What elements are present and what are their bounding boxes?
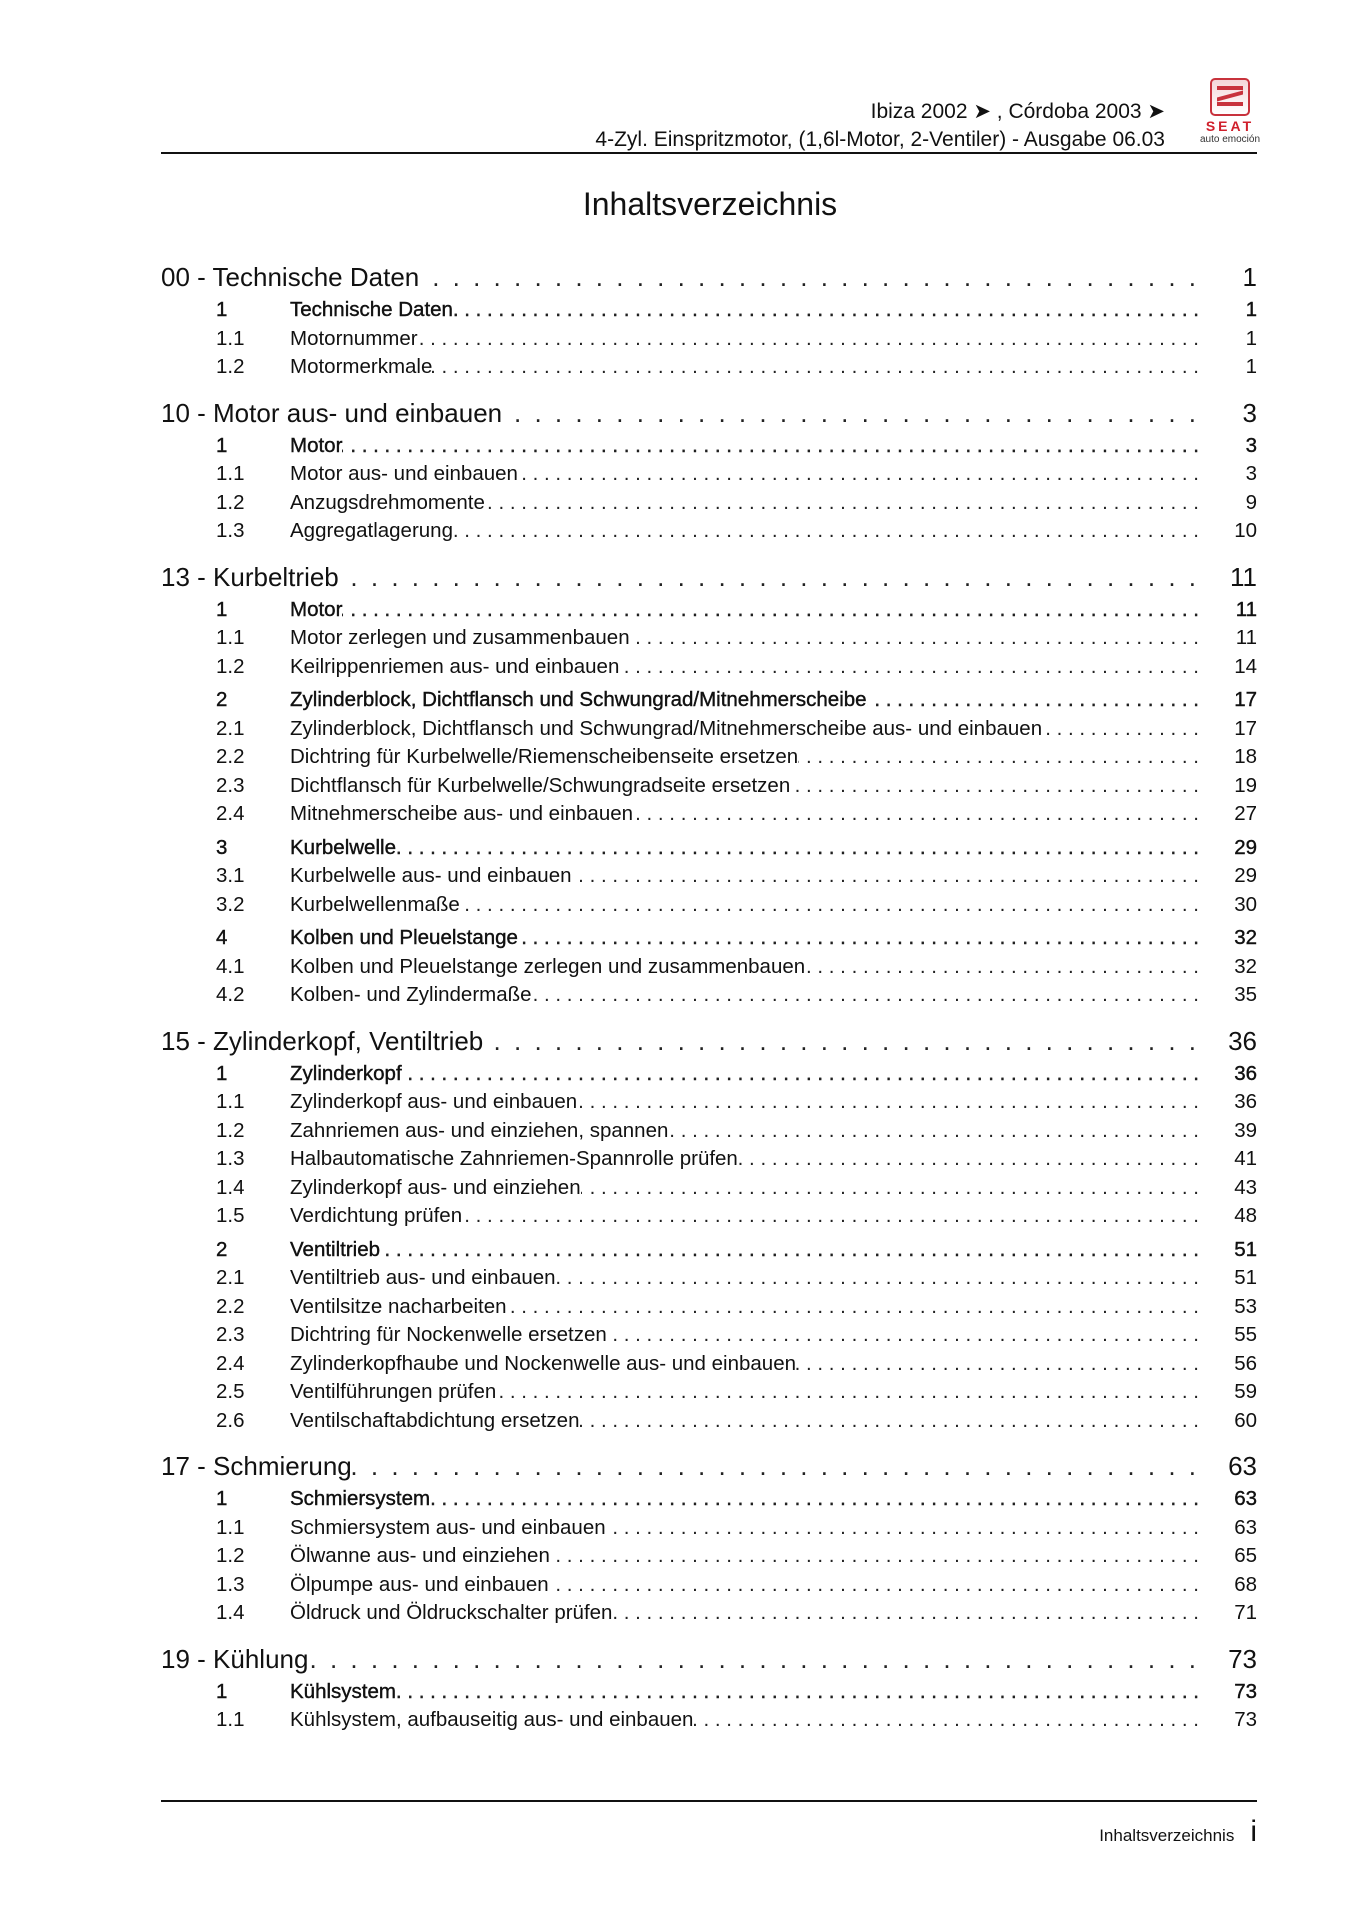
entry-page: 53 — [1234, 1294, 1257, 1318]
dot-leader — [630, 626, 1209, 650]
entry-number: 1.3 — [216, 1572, 245, 1596]
dot-leader — [556, 1266, 1209, 1290]
dot-leader — [693, 1708, 1209, 1732]
toc-subsection[interactable] — [161, 1409, 1257, 1438]
entry-title: Halbautomatische Zahnriemen-Spannrolle prüfen — [290, 1147, 738, 1170]
entry-title: Zylinderkopf aus- und einziehen — [290, 1175, 581, 1199]
entry-page: 1 — [1245, 298, 1257, 321]
footer — [1099, 1815, 1257, 1849]
dot-leader — [308, 1644, 1209, 1675]
entry-title: Dichtflansch für Kurbelwelle/Schwungradseite ersetzen — [290, 773, 791, 797]
dot-leader — [581, 1176, 1209, 1200]
entry-title: Schmiersystem — [290, 1487, 431, 1510]
toc-chapter[interactable] — [161, 262, 1257, 298]
entry-title: Anzugsdrehmomente — [290, 490, 485, 514]
toc-subsection[interactable] — [161, 893, 1257, 922]
dot-leader — [612, 1601, 1209, 1625]
dot-leader — [550, 1544, 1209, 1568]
entry-title: Schmiersystem aus- und einbauen — [290, 1515, 606, 1539]
dot-leader — [352, 1451, 1209, 1482]
entry-title: Kurbelwelle — [290, 835, 396, 859]
dot-leader — [396, 836, 1209, 860]
entry-page: 59 — [1234, 1380, 1257, 1403]
entry-page: 51 — [1234, 1266, 1257, 1289]
toc-subsection[interactable] — [161, 983, 1257, 1012]
entry-number: 1.2 — [216, 1118, 245, 1142]
entry-page: 17 — [1234, 716, 1257, 740]
entry-page: 71 — [1234, 1601, 1257, 1624]
entry-title: Verdichtung prüfen — [290, 1204, 463, 1227]
entry-title: Ventiltrieb — [290, 1237, 381, 1261]
dot-leader — [496, 1380, 1209, 1404]
dot-leader — [402, 1062, 1209, 1086]
entry-page: 1 — [1245, 326, 1257, 350]
header-engine: 4-Zyl. Einspritzmotor, (1,6l-Motor, 2-Ventiler) - Ausgabe 06.03 — [595, 128, 1165, 151]
entry-page: 18 — [1234, 745, 1257, 768]
entry-page: 65 — [1234, 1544, 1257, 1567]
entry-number: 1.2 — [216, 1544, 245, 1567]
entry-page: 11 — [1235, 597, 1257, 621]
dot-leader — [790, 774, 1209, 798]
entry-page: 63 — [1228, 1451, 1257, 1481]
entry-number: 1.4 — [216, 1601, 245, 1624]
toc-subsection[interactable] — [161, 802, 1257, 831]
running-header — [595, 98, 1165, 154]
toc-section[interactable] — [161, 926, 1257, 955]
dot-leader — [805, 955, 1209, 979]
entry-title: Mitnehmerscheibe aus- und einbauen — [290, 802, 634, 825]
header-rule — [161, 152, 1257, 154]
entry-title: Technische Daten — [290, 298, 453, 321]
entry-title: Motor — [290, 597, 343, 621]
dot-leader — [1042, 717, 1209, 741]
entry-page: 63 — [1234, 1487, 1257, 1510]
toc-subsection[interactable] — [161, 1323, 1257, 1352]
dot-leader — [418, 327, 1209, 351]
entry-title: Zylinderkopf — [290, 1061, 402, 1085]
footer-label: Inhaltsverzeichnis — [1099, 1826, 1235, 1845]
entry-title: Dichtring für Nockenwelle ersetzen — [290, 1323, 607, 1346]
entry-page: 30 — [1234, 892, 1257, 916]
entry-page: 35 — [1234, 983, 1257, 1006]
dot-leader — [518, 926, 1209, 950]
entry-page: 73 — [1234, 1708, 1257, 1731]
entry-number: 4.2 — [216, 983, 245, 1006]
entry-page: 63 — [1234, 1515, 1257, 1539]
toc-section[interactable] — [161, 298, 1257, 327]
entry-title: 17 - Schmierung — [161, 1451, 352, 1481]
entry-number: 1.1 — [216, 1708, 245, 1731]
dot-leader — [668, 1119, 1209, 1143]
toc-subsection[interactable] — [161, 519, 1257, 548]
entry-page: 48 — [1234, 1204, 1257, 1227]
toc-subsection[interactable] — [161, 355, 1257, 384]
toc-subsection[interactable] — [161, 864, 1257, 893]
toc-subsection[interactable] — [161, 491, 1257, 520]
entry-number: 1.1 — [216, 626, 245, 649]
toc-subsection[interactable] — [161, 1544, 1257, 1573]
entry-number: 3.2 — [216, 892, 245, 916]
table-of-contents — [161, 262, 1257, 1737]
entry-page: 56 — [1234, 1351, 1257, 1375]
seat-badge-icon — [1210, 78, 1250, 116]
entry-title: 00 - Technische Daten — [161, 262, 420, 292]
entry-number: 2 — [216, 1237, 228, 1261]
entry-page: 55 — [1234, 1323, 1257, 1346]
entry-page: 73 — [1228, 1643, 1257, 1674]
entry-number: 2.3 — [216, 773, 245, 797]
entry-number: 1 — [216, 1679, 228, 1703]
entry-title: Dichtring für Kurbelwelle/Riemenscheibenseite ersetzen — [290, 745, 799, 768]
entry-title: Zylinderblock, Dichtflansch und Schwungrad/Mitnehmerscheibe aus- und einbauen — [290, 716, 1043, 740]
entry-page: 10 — [1234, 519, 1257, 542]
footer-page-number: i — [1250, 1815, 1257, 1848]
toc-subsection[interactable] — [161, 1573, 1257, 1602]
dot-leader — [606, 1516, 1209, 1540]
toc-subsection[interactable] — [161, 626, 1257, 655]
entry-title: Kurbelwellenmaße — [290, 892, 460, 916]
toc-subsection[interactable] — [161, 1204, 1257, 1233]
dot-leader — [607, 1323, 1209, 1347]
entry-title: 15 - Zylinderkopf, Ventiltrieb — [161, 1025, 484, 1056]
entry-title: Kurbelwelle aus- und einbauen — [290, 864, 572, 887]
entry-number: 2.3 — [216, 1323, 245, 1346]
dot-leader — [738, 1147, 1209, 1171]
dot-leader — [396, 1680, 1209, 1704]
entry-title: Ventiltrieb aus- und einbauen — [290, 1266, 556, 1289]
dot-leader — [532, 983, 1209, 1007]
entry-page: 3 — [1245, 462, 1257, 485]
dot-leader — [633, 802, 1209, 826]
toc-subsection[interactable] — [161, 1516, 1257, 1545]
entry-number: 4 — [216, 926, 228, 949]
entry-number: 1 — [216, 597, 228, 621]
page-title: Inhaltsverzeichnis — [582, 186, 838, 222]
entry-page: 3 — [1242, 397, 1257, 428]
entry-number: 1 — [216, 1487, 228, 1510]
entry-title: Öldruck und Öldruckschalter prüfen — [290, 1601, 613, 1624]
entry-page: 36 — [1228, 1025, 1257, 1056]
entry-title: Keilrippenriemen aus- und einbauen — [290, 654, 620, 678]
toc-subsection[interactable] — [161, 1295, 1257, 1324]
dot-leader — [453, 519, 1209, 543]
toc-subsection[interactable] — [161, 1176, 1257, 1205]
seat-logo — [1190, 78, 1270, 145]
entry-page: 19 — [1234, 773, 1257, 797]
toc-subsection[interactable] — [161, 1119, 1257, 1148]
entry-number: 2.2 — [216, 745, 245, 768]
entry-page: 41 — [1234, 1147, 1257, 1170]
entry-title: Zylinderkopf aus- und einbauen — [290, 1090, 578, 1113]
entry-title: Ventilsitze nacharbeiten — [290, 1294, 507, 1318]
dot-leader — [579, 1409, 1209, 1433]
toc-subsection[interactable] — [161, 955, 1257, 984]
entry-title: Ölwanne aus- und einziehen — [290, 1544, 550, 1567]
dot-leader — [432, 355, 1209, 379]
entry-number: 1.4 — [216, 1175, 245, 1199]
toc-section[interactable] — [161, 688, 1257, 717]
logo-brand: SEAT — [1205, 118, 1255, 134]
entry-title: Ventilführungen prüfen — [290, 1380, 497, 1403]
entry-title: Kolben und Pleuelstange zerlegen und zusammenbauen — [290, 954, 806, 978]
entry-page: 39 — [1234, 1118, 1257, 1142]
dot-leader — [518, 462, 1209, 486]
dot-leader — [342, 598, 1209, 622]
entry-page: 51 — [1234, 1237, 1257, 1261]
toc-chapter[interactable] — [161, 1644, 1257, 1680]
entry-title: Kolben und Pleuelstange — [290, 926, 518, 949]
entry-number: 1.1 — [216, 326, 245, 350]
entry-page: 29 — [1234, 835, 1257, 859]
dot-leader — [342, 434, 1209, 458]
entry-number: 1 — [216, 298, 228, 321]
dot-leader — [485, 491, 1209, 515]
entry-number: 1 — [216, 1061, 228, 1085]
entry-page: 14 — [1234, 654, 1257, 678]
toc-subsection[interactable] — [161, 1352, 1257, 1381]
toc-subsection[interactable] — [161, 1380, 1257, 1409]
entry-page: 11 — [1230, 561, 1257, 592]
entry-page: 36 — [1234, 1061, 1257, 1085]
entry-number: 1.3 — [216, 519, 245, 542]
toc-subsection[interactable] — [161, 745, 1257, 774]
entry-title: 13 - Kurbeltrieb — [161, 561, 339, 592]
entry-number: 3 — [216, 835, 228, 859]
dot-leader — [339, 562, 1209, 593]
dot-leader — [483, 1026, 1209, 1057]
entry-page: 27 — [1234, 802, 1257, 825]
entry-page: 1 — [1245, 355, 1257, 378]
toc-subsection[interactable] — [161, 1090, 1257, 1119]
entry-title: Ventilschaftabdichtung ersetzen — [290, 1408, 580, 1432]
entry-number: 2.1 — [216, 716, 245, 740]
entry-number: 1.2 — [216, 355, 245, 378]
footer-rule — [161, 1800, 1257, 1802]
dot-leader — [460, 893, 1209, 917]
toc-section[interactable] — [161, 1680, 1257, 1709]
entry-title: Kühlsystem, aufbauseitig aus- und einbauen — [290, 1708, 694, 1731]
toc-subsection[interactable] — [161, 1147, 1257, 1176]
dot-leader — [453, 298, 1209, 322]
toc-subsection[interactable] — [161, 1708, 1257, 1737]
entry-page: 43 — [1234, 1175, 1257, 1199]
toc-section[interactable] — [161, 836, 1257, 865]
entry-number: 1.3 — [216, 1147, 245, 1170]
toc-subsection[interactable] — [161, 717, 1257, 746]
dot-leader — [577, 1090, 1209, 1114]
dot-leader — [619, 655, 1209, 679]
entry-page: 1 — [1242, 262, 1257, 292]
entry-page: 60 — [1234, 1408, 1257, 1432]
entry-title: Motor aus- und einbauen — [290, 462, 518, 485]
entry-page: 29 — [1234, 864, 1257, 887]
entry-number: 2.4 — [216, 1351, 245, 1375]
entry-number: 2.6 — [216, 1408, 245, 1432]
entry-page: 68 — [1234, 1572, 1257, 1596]
entry-number: 3.1 — [216, 864, 245, 887]
entry-number: 1.1 — [216, 1515, 245, 1539]
toc-chapter[interactable] — [161, 398, 1257, 434]
dot-leader — [380, 1238, 1209, 1262]
dot-leader — [430, 1487, 1209, 1511]
entry-page: 32 — [1234, 954, 1257, 978]
entry-number: 1.1 — [216, 462, 245, 485]
dot-leader — [867, 688, 1209, 712]
toc-subsection[interactable] — [161, 462, 1257, 491]
entry-title: Zylinderkopfhaube und Nockenwelle aus- und einbauen — [290, 1351, 797, 1375]
dot-leader — [507, 1295, 1209, 1319]
dot-leader — [572, 864, 1209, 888]
entry-number: 1.2 — [216, 654, 245, 678]
entry-title: Motormerkmale — [290, 355, 433, 378]
dot-leader — [502, 398, 1209, 429]
entry-page: 73 — [1234, 1679, 1257, 1703]
entry-number: 2.1 — [216, 1266, 245, 1289]
toc-subsection[interactable] — [161, 1601, 1257, 1630]
entry-title: Zylinderblock, Dichtflansch und Schwungrad/Mitnehmerscheibe — [290, 688, 867, 711]
toc-chapter[interactable] — [161, 1026, 1257, 1062]
toc-subsection[interactable] — [161, 774, 1257, 803]
entry-number: 1.2 — [216, 490, 245, 514]
entry-number: 1 — [216, 433, 228, 457]
header-models: Ibiza 2002 ➤ , Córdoba 2003 ➤ — [870, 100, 1165, 123]
toc-section[interactable] — [161, 1062, 1257, 1091]
entry-title: Motor zerlegen und zusammenbauen — [290, 626, 630, 649]
toc-section[interactable] — [161, 434, 1257, 463]
entry-number: 4.1 — [216, 954, 245, 978]
entry-page: 32 — [1234, 926, 1257, 949]
toc-subsection[interactable] — [161, 655, 1257, 684]
toc-subsection[interactable] — [161, 1266, 1257, 1295]
dot-leader — [798, 745, 1209, 769]
entry-title: Ölpumpe aus- und einbauen — [290, 1572, 549, 1596]
dot-leader — [419, 262, 1209, 293]
entry-page: 3 — [1245, 433, 1257, 457]
entry-number: 2 — [216, 688, 228, 711]
entry-number: 2.5 — [216, 1380, 245, 1403]
dot-leader — [462, 1204, 1209, 1228]
entry-page: 36 — [1234, 1090, 1257, 1113]
entry-page: 9 — [1245, 490, 1257, 514]
toc-chapter[interactable] — [161, 562, 1257, 598]
entry-title: Zahnriemen aus- und einziehen, spannen — [290, 1118, 669, 1142]
toc-section[interactable] — [161, 1238, 1257, 1267]
entry-page: 17 — [1234, 688, 1257, 711]
toc-section[interactable] — [161, 1487, 1257, 1516]
entry-title: 10 - Motor aus- und einbauen — [161, 397, 503, 428]
entry-title: Aggregatlagerung — [290, 519, 453, 542]
entry-title: Motor — [290, 433, 343, 457]
entry-number: 2.2 — [216, 1294, 245, 1318]
entry-number: 1.1 — [216, 1090, 245, 1113]
dot-leader — [796, 1352, 1209, 1376]
entry-title: 19 - Kühlung — [161, 1643, 309, 1674]
entry-title: Kühlsystem — [290, 1679, 396, 1703]
entry-page: 11 — [1235, 626, 1257, 649]
toc-subsection[interactable] — [161, 327, 1257, 356]
entry-number: 1.5 — [216, 1204, 245, 1227]
entry-number: 2.4 — [216, 802, 245, 825]
toc-chapter[interactable] — [161, 1451, 1257, 1487]
entry-title: Kolben- und Zylindermaße — [290, 983, 532, 1006]
dot-leader — [549, 1573, 1209, 1597]
toc-section[interactable] — [161, 598, 1257, 627]
entry-title: Motornummer — [290, 326, 418, 350]
logo-slogan: auto emoción — [1199, 134, 1261, 145]
